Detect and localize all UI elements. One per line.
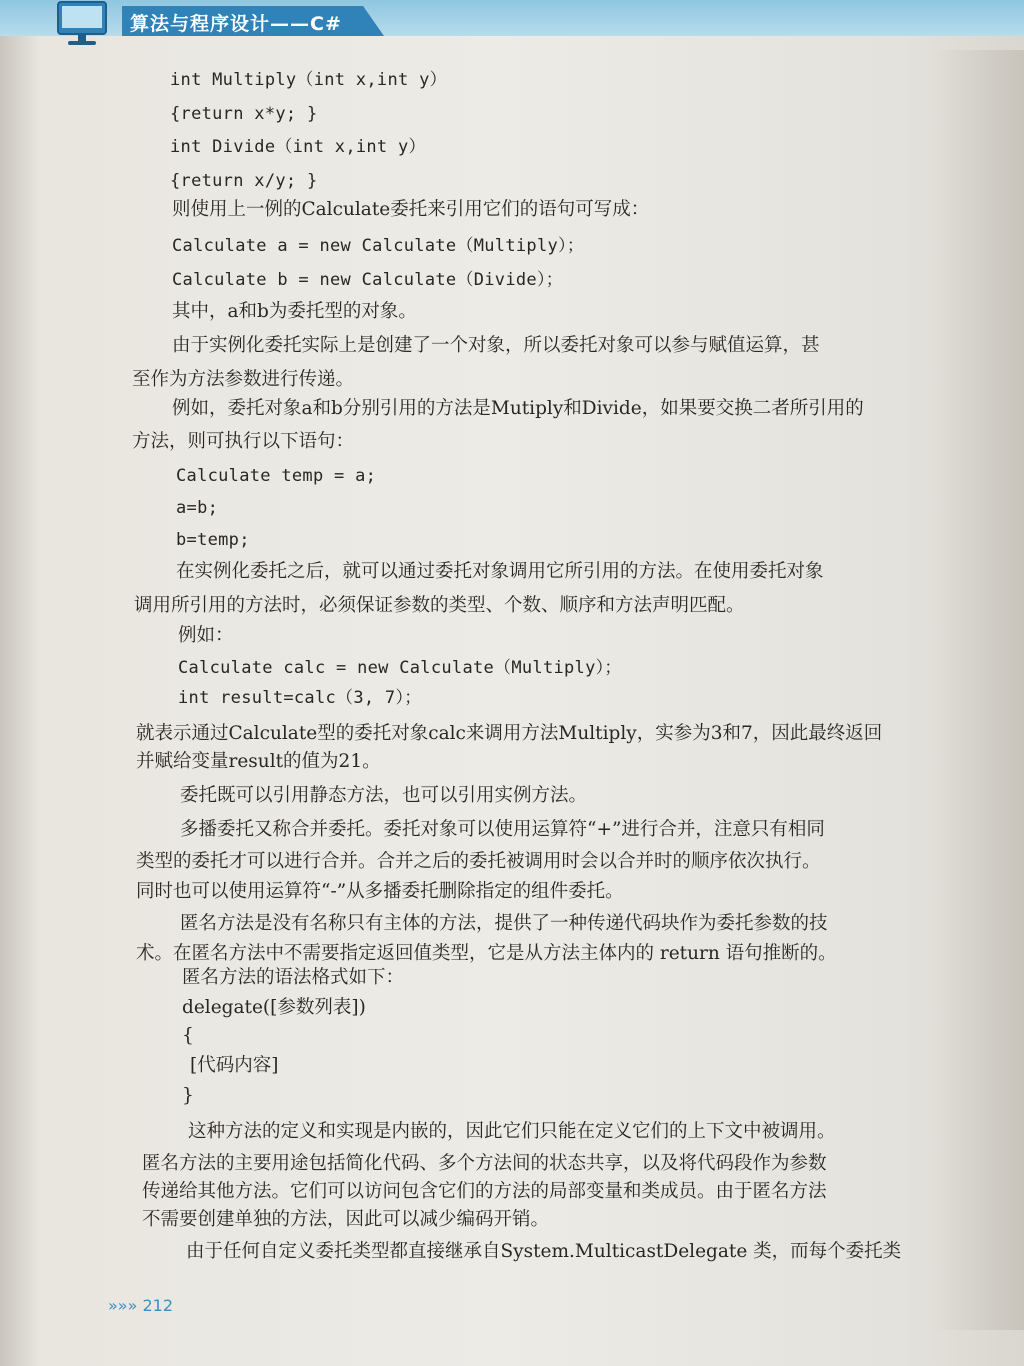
page-number: »»» 212 — [108, 1296, 173, 1315]
text-line: 在实例化委托之后，就可以通过委托对象调用它所引用的方法。在使用委托对象 — [176, 561, 824, 582]
text-line: 由于任何自定义委托类型都直接继承自System.MulticastDelegate 类，而每个委托类 — [186, 1241, 902, 1262]
text-line: [代码内容] — [190, 1055, 279, 1076]
text-line: 这种方法的定义和实现是内嵌的，因此它们只能在定义它们的上下文中被调用。 — [188, 1121, 836, 1142]
code-line: b=temp; — [176, 530, 250, 550]
text-line: 就表示通过Calculate型的委托对象calc来调用方法Multiply，实参为3和7，因此最终返回 — [136, 723, 883, 744]
text-line: 至作为方法参数进行传递。 — [132, 369, 355, 390]
text-line: 例如，委托对象a和b分别引用的方法是Mutiply和Divide，如果要交换二者所引用的 — [172, 398, 864, 419]
text-line: 由于实例化委托实际上是创建了一个对象，所以委托对象可以参与赋值运算，甚 — [172, 335, 820, 356]
text-line: 匿名方法是没有名称只有主体的方法，提供了一种传递代码块作为委托参数的技 — [180, 913, 828, 934]
text-line: 委托既可以引用静态方法，也可以引用实例方法。 — [180, 785, 588, 806]
code-line: Calculate a = new Calculate（Multiply）； — [172, 236, 585, 256]
text-line: delegate([参数列表]) — [182, 997, 366, 1018]
text-line: 多播委托又称合并委托。委托对象可以使用运算符“+”进行合并，注意只有相同 — [180, 819, 825, 840]
text-line: 并赋给变量result的值为21。 — [136, 751, 381, 772]
code-line: int Multiply（int x,int y） — [170, 70, 447, 90]
text-line: 类型的委托才可以进行合并。合并之后的委托被调用时会以合并时的顺序依次执行。 — [136, 851, 821, 872]
header-title: 算法与程序设计——C# — [130, 13, 342, 35]
text-line: 调用所引用的方法时，必须保证参数的类型、个数、顺序和方法声明匹配。 — [134, 595, 745, 616]
text-line: 匿名方法的语法格式如下： — [182, 967, 405, 988]
text-line: } — [182, 1085, 194, 1106]
code-line: Calculate temp = a; — [176, 466, 377, 486]
code-line: {return x/y; } — [170, 171, 318, 191]
code-line: Calculate calc = new Calculate（Multiply）； — [178, 658, 622, 678]
text-line: 同时也可以使用运算符“-”从多播委托删除指定的组件委托。 — [136, 881, 624, 902]
text-line: 其中，a和b为委托型的对象。 — [172, 301, 417, 322]
text-line: 不需要创建单独的方法，因此可以减少编码开销。 — [142, 1209, 550, 1230]
text-line: 例如： — [178, 625, 234, 646]
monitor-icon — [52, 0, 118, 48]
code-line: a=b; — [176, 498, 219, 518]
text-line: 传递给其他方法。它们可以访问包含它们的方法的局部变量和类成员。由于匿名方法 — [142, 1181, 827, 1202]
code-line: int result=calc（3, 7）； — [178, 688, 422, 708]
code-line: {return x*y; } — [170, 104, 318, 124]
text-line: 术。在匿名方法中不需要指定返回值类型，它是从方法主体内的 return 语句推断的。 — [136, 943, 837, 964]
text-line: 则使用上一例的Calculate委托来引用它们的语句可写成： — [172, 199, 650, 220]
page-shadow — [932, 50, 1024, 1330]
code-line: Calculate b = new Calculate（Divide）； — [172, 270, 564, 290]
code-line: int Divide（int x,int y） — [170, 137, 426, 157]
text-line: 匿名方法的主要用途包括简化代码、多个方法间的状态共享，以及将代码段作为参数 — [142, 1153, 827, 1174]
text-line: 方法，则可执行以下语句： — [132, 431, 355, 452]
text-line: { — [182, 1025, 194, 1046]
